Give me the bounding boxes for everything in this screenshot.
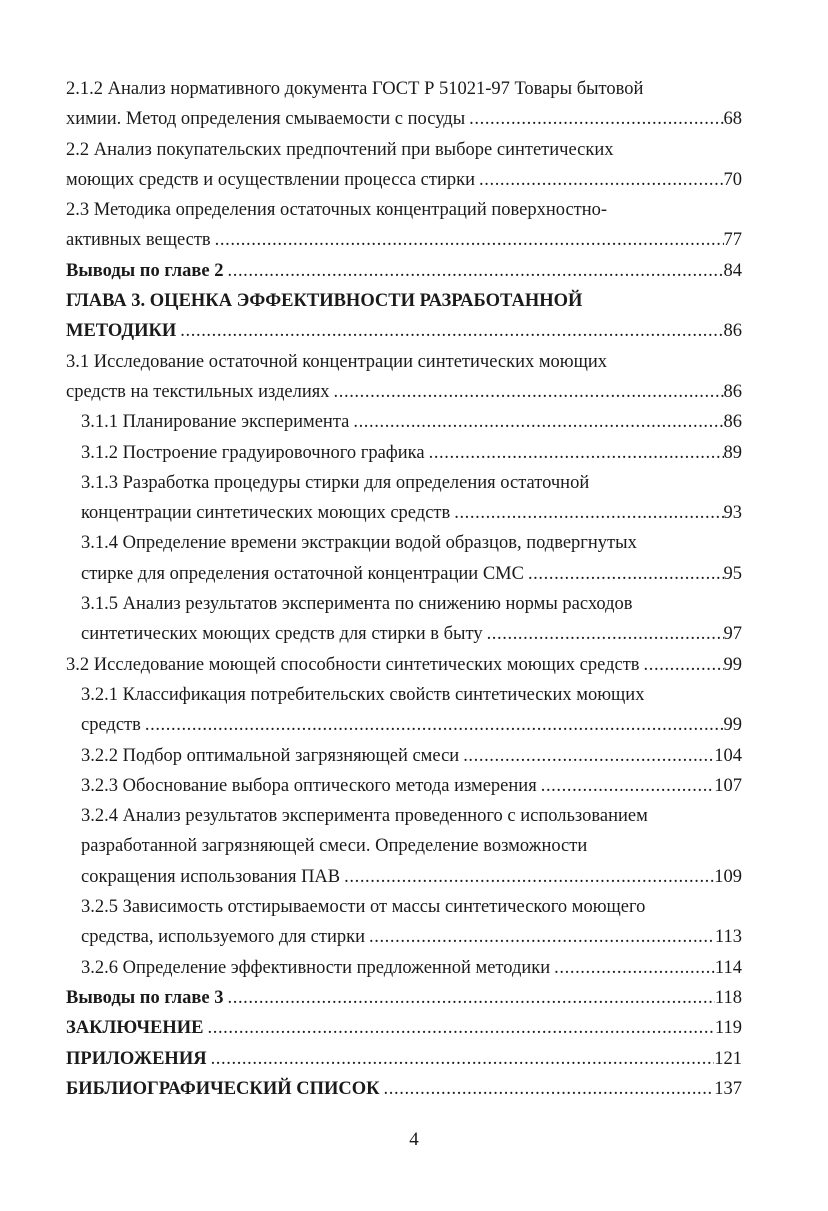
toc-page-number: 89 bbox=[723, 442, 742, 463]
toc-entry-line: 3.1.3 Разработка процедуры стирки для определения остаточной bbox=[81, 472, 590, 493]
toc-entry-title: средств на текстильных изделиях bbox=[66, 381, 330, 402]
toc-page-number: 99 bbox=[723, 715, 742, 736]
toc-page-number: 109 bbox=[714, 866, 742, 887]
dot-leader bbox=[425, 438, 724, 468]
toc-entry-title: 3.2 Исследование моющей способности синтетических моющих средств bbox=[66, 654, 640, 675]
toc-page-number: 97 bbox=[723, 624, 742, 645]
dot-leader bbox=[204, 1013, 715, 1043]
toc-entry-line bbox=[66, 1044, 742, 1074]
toc-entry-title: активных веществ bbox=[66, 230, 211, 251]
toc-entry bbox=[66, 135, 742, 196]
toc-entry bbox=[66, 771, 742, 801]
toc-entry-title: химии. Метод определения смываемости с посуды bbox=[66, 109, 466, 130]
toc-entry-title: 3.2.3 Обоснование выбора оптического метода измерения bbox=[81, 775, 537, 796]
toc-page-number: 114 bbox=[714, 957, 742, 978]
toc-entry bbox=[66, 801, 742, 892]
toc-entry-line bbox=[66, 1074, 742, 1104]
toc-entry-line bbox=[81, 741, 742, 771]
toc-entry bbox=[66, 195, 742, 256]
toc-entry-title: сокращения использования ПАВ bbox=[81, 866, 341, 887]
dot-leader bbox=[340, 862, 714, 892]
toc-entry-line bbox=[66, 104, 742, 134]
dot-leader bbox=[483, 619, 724, 649]
toc-entry-line bbox=[81, 953, 742, 983]
toc-entry-title: Выводы по главе 3 bbox=[66, 987, 224, 1008]
toc-entry-line bbox=[66, 316, 742, 346]
dot-leader bbox=[176, 316, 723, 346]
toc-entry-title: 3.2.2 Подбор оптимальной загрязняющей смеси bbox=[81, 745, 460, 766]
dot-leader bbox=[330, 377, 724, 407]
toc-page-number: 77 bbox=[723, 230, 742, 251]
toc-entry bbox=[66, 892, 742, 953]
toc-entry-line bbox=[81, 862, 742, 892]
toc-entry bbox=[66, 438, 742, 468]
toc-page-number: 86 bbox=[723, 381, 742, 402]
dot-leader bbox=[475, 165, 723, 195]
toc-page-number: 86 bbox=[723, 412, 742, 433]
toc-entry-title: ЗАКЛЮЧЕНИЕ bbox=[66, 1018, 204, 1039]
toc-page-number: 93 bbox=[723, 503, 742, 524]
toc-entry-line: 3.2.1 Классификация потребительских свойств синтетических моющих bbox=[81, 684, 645, 705]
toc-entry-line: 3.2.5 Зависимость отстирываемости от массы синтетического моющего bbox=[81, 897, 646, 918]
toc-entry-line: 2.2 Анализ покупательских предпочтений при выборе синтетических bbox=[66, 139, 614, 160]
dot-leader bbox=[365, 922, 715, 952]
toc-entry-line: 2.3 Методика определения остаточных концентраций поверхностно- bbox=[66, 200, 608, 221]
toc-entry-line bbox=[66, 377, 742, 407]
toc-entry bbox=[66, 741, 742, 771]
toc-entry bbox=[66, 1013, 742, 1043]
toc-entry-title: 3.1.2 Построение градуировочного графика bbox=[81, 442, 425, 463]
toc-entry-title: средства, используемого для стирки bbox=[81, 927, 365, 948]
toc-entry-line bbox=[66, 165, 742, 195]
toc-entry-line: разработанной загрязняющей смеси. Определение возможности bbox=[81, 836, 588, 857]
toc-entry-line: 3.1 Исследование остаточной концентрации синтетических моющих bbox=[66, 351, 608, 372]
toc-entry-line bbox=[66, 1013, 742, 1043]
dot-leader bbox=[207, 1044, 715, 1074]
dot-leader bbox=[550, 953, 715, 983]
toc-page-number: 84 bbox=[723, 260, 742, 281]
toc-entry bbox=[66, 953, 742, 983]
dot-leader bbox=[141, 710, 724, 740]
toc-entry bbox=[66, 528, 742, 589]
toc-entry-title: средств bbox=[81, 715, 141, 736]
toc-page-number: 107 bbox=[714, 775, 742, 796]
toc-entry-line: 3.1.5 Анализ результатов эксперимента по снижению нормы расходов bbox=[81, 594, 633, 615]
toc-page-number: 137 bbox=[714, 1078, 742, 1099]
toc-entry-line bbox=[66, 225, 742, 255]
table-of-contents bbox=[66, 74, 742, 1104]
dot-leader bbox=[450, 498, 723, 528]
toc-entry-title: 3.2.6 Определение эффективности предложенной методики bbox=[81, 957, 551, 978]
toc-page-number: 113 bbox=[714, 927, 742, 948]
dot-leader bbox=[380, 1074, 715, 1104]
toc-entry-title: БИБЛИОГРАФИЧЕСКИЙ СПИСОК bbox=[66, 1078, 380, 1099]
toc-entry-line bbox=[66, 650, 742, 680]
toc-entry-line: 3.2.4 Анализ результатов эксперимента проведенного с использованием bbox=[81, 806, 648, 827]
toc-entry-line: 3.1.4 Определение времени экстракции водой образцов, подвергнутых bbox=[81, 533, 637, 554]
toc-entry bbox=[66, 983, 742, 1013]
toc-entry-line bbox=[66, 256, 742, 286]
toc-entry-title: синтетических моющих средств для стирки в быту bbox=[81, 624, 483, 645]
toc-entry-title: 3.1.1 Планирование эксперимента bbox=[81, 412, 350, 433]
toc-entry bbox=[66, 650, 742, 680]
toc-entry-line: ГЛАВА 3. ОЦЕНКА ЭФФЕКТИВНОСТИ РАЗРАБОТАННОЙ bbox=[66, 291, 583, 312]
toc-entry-line bbox=[81, 710, 742, 740]
toc-page-number: 68 bbox=[723, 109, 742, 130]
toc-page-number: 95 bbox=[723, 563, 742, 584]
dot-leader bbox=[459, 741, 714, 771]
dot-leader bbox=[224, 256, 724, 286]
toc-entry bbox=[66, 680, 742, 741]
dot-leader bbox=[640, 650, 724, 680]
toc-page-number: 70 bbox=[723, 169, 742, 190]
toc-page-number: 104 bbox=[714, 745, 742, 766]
toc-entry-line bbox=[81, 559, 742, 589]
dot-leader bbox=[524, 559, 724, 589]
toc-page-number: 118 bbox=[714, 987, 742, 1008]
toc-entry-line bbox=[66, 983, 742, 1013]
dot-leader bbox=[537, 771, 715, 801]
toc-entry-title: концентрации синтетических моющих средств bbox=[81, 503, 451, 524]
toc-entry bbox=[66, 407, 742, 437]
toc-entry bbox=[66, 1044, 742, 1074]
toc-entry-title: стирке для определения остаточной концентрации СМС bbox=[81, 563, 524, 584]
toc-entry bbox=[66, 74, 742, 135]
toc-entry-title: моющих средств и осуществлении процесса стирки bbox=[66, 169, 476, 190]
toc-entry-line bbox=[81, 438, 742, 468]
toc-page-number: 121 bbox=[714, 1048, 742, 1069]
toc-entry-title: Выводы по главе 2 bbox=[66, 260, 224, 281]
dot-leader bbox=[211, 225, 724, 255]
toc-entry bbox=[66, 347, 742, 408]
toc-entry-line bbox=[81, 922, 742, 952]
toc-page-number: 99 bbox=[723, 654, 742, 675]
toc-entry-title: ПРИЛОЖЕНИЯ bbox=[66, 1048, 207, 1069]
dot-leader bbox=[465, 104, 723, 134]
toc-entry bbox=[66, 256, 742, 286]
dot-leader bbox=[224, 983, 715, 1013]
toc-entry-title: МЕТОДИКИ bbox=[66, 321, 177, 342]
toc-entry-line bbox=[81, 619, 742, 649]
toc-entry-line: 2.1.2 Анализ нормативного документа ГОСТ Р 51021-97 Товары бытовой bbox=[66, 79, 644, 99]
toc-entry-line bbox=[81, 407, 742, 437]
dot-leader bbox=[349, 407, 723, 437]
toc-page-number: 119 bbox=[714, 1018, 742, 1039]
toc-page-number: 86 bbox=[723, 321, 742, 342]
toc-entry bbox=[66, 589, 742, 650]
toc-entry bbox=[66, 468, 742, 529]
toc-entry bbox=[66, 1074, 742, 1104]
toc-entry-line bbox=[81, 498, 742, 528]
toc-entry-line bbox=[81, 771, 742, 801]
toc-entry bbox=[66, 286, 742, 347]
page-number: 4 bbox=[409, 1129, 419, 1150]
